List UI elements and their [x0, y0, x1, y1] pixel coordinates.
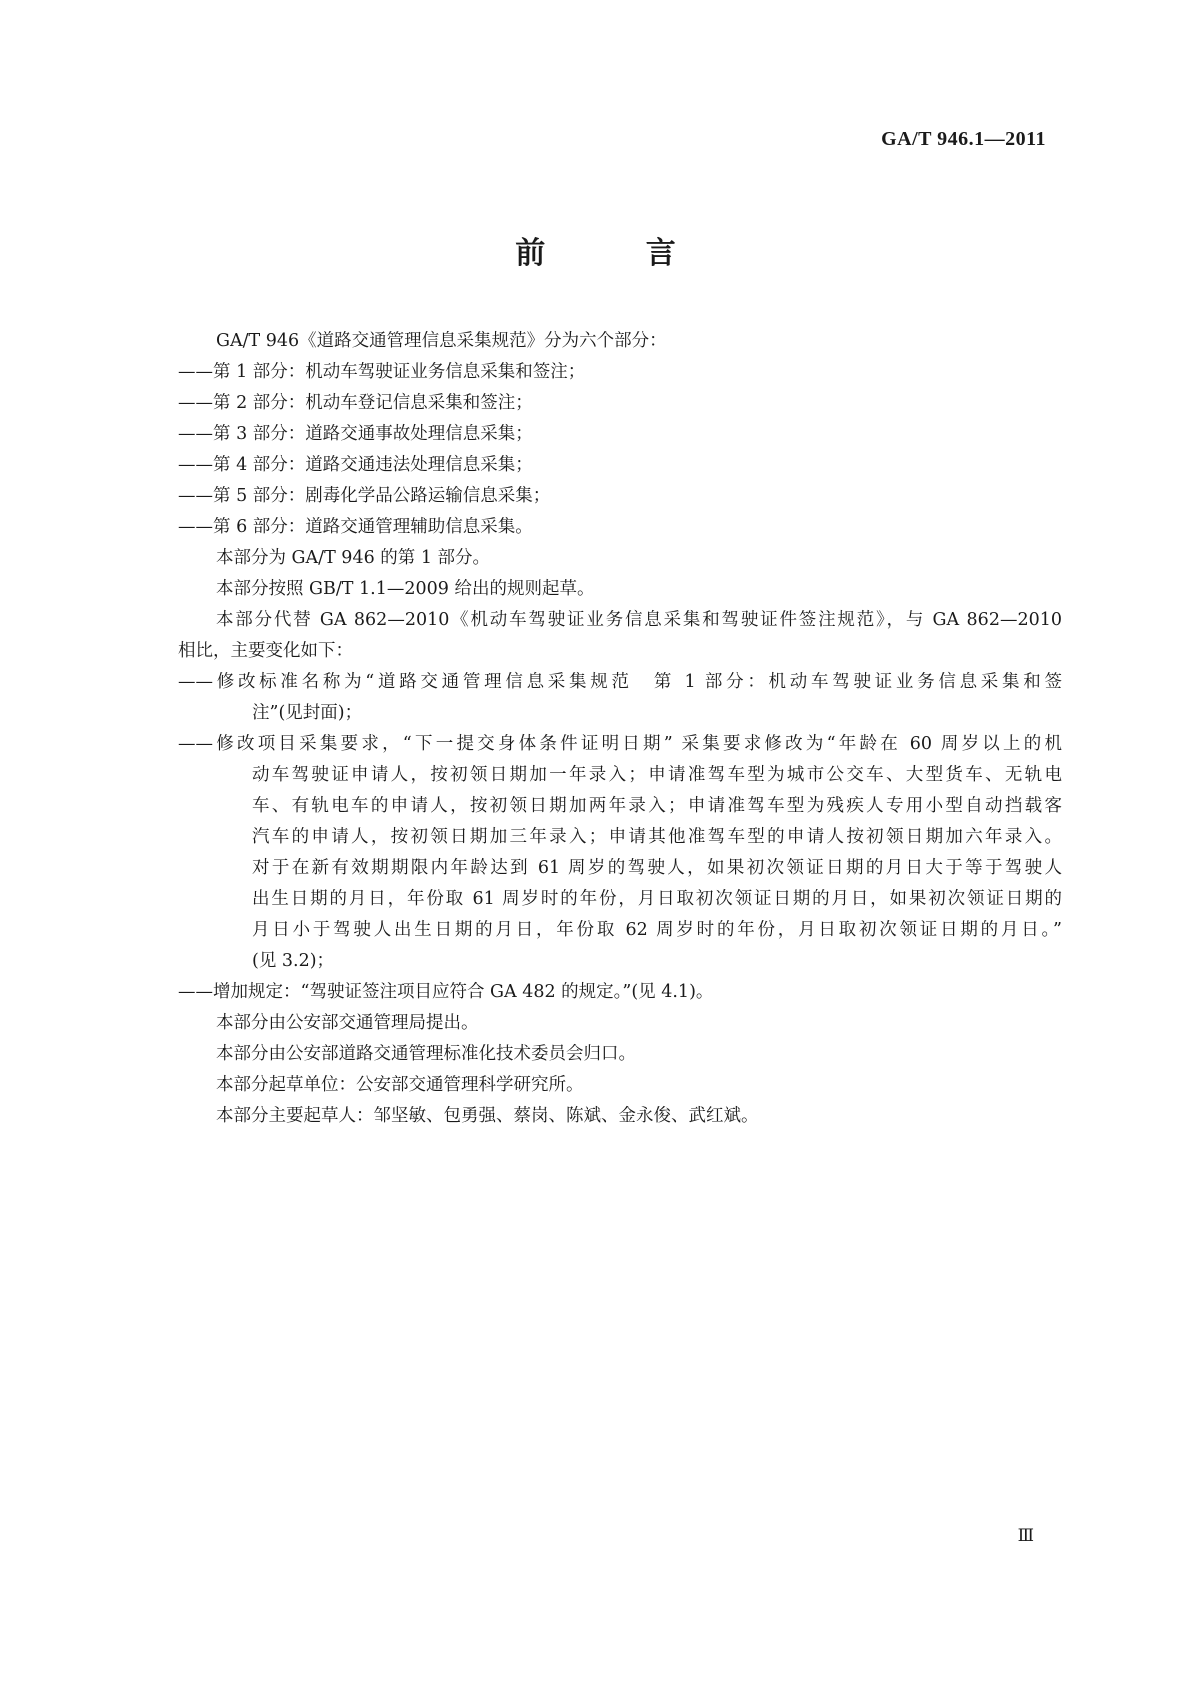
- list-item-part-1: ——第 1 部分：机动车驾驶证业务信息采集和签注；: [178, 362, 586, 382]
- change-item-added-rule: ——增加规定：“驾驶证签注项目应符合 GA 482 的规定。”(见 4.1)。: [178, 982, 714, 1002]
- paragraph-replaces-cont: 相比，主要变化如下：: [178, 641, 353, 661]
- change-item-name: ——修改标准名称为“道路交通管理信息采集规范 第 1 部分：机动车驾驶证业务信息采集和签: [178, 672, 1062, 692]
- change-item-requirements-cont: (见 3.2)；: [252, 951, 335, 971]
- paragraph-part-of: 本部分为 GA/T 946 的第 1 部分。: [216, 548, 491, 568]
- paragraph-drafters: 本部分主要起草人：邹坚敏、包勇强、蔡岗、陈斌、金永俊、武红斌。: [216, 1106, 759, 1126]
- list-item-part-5: ——第 5 部分：剧毒化学品公路运输信息采集；: [178, 486, 551, 506]
- change-item-name-cont: 注”(见封面)；: [252, 703, 363, 723]
- standard-code-header: GA/T 946.1—2011: [881, 128, 1046, 150]
- paragraph-under-jurisdiction: 本部分由公安部道路交通管理标准化技术委员会归口。: [216, 1044, 636, 1064]
- change-item-requirements-cont: 对于在新有效期期限内年龄达到 61 周岁的驾驶人，如果初次领证日期的月日大于等于驾驶人: [252, 858, 1062, 878]
- page-title: 前 言: [515, 236, 721, 271]
- change-item-requirements-cont: 月日小于驾驶人出生日期的月日，年份取 62 周岁时的年份，月日取初次领证日期的月日。”: [252, 920, 1062, 940]
- change-item-requirements: ——修改项目采集要求，“下一提交身体条件证明日期” 采集要求修改为“年龄在 60 周岁以上的机: [178, 734, 1062, 754]
- page-number: Ⅲ: [1017, 1526, 1034, 1545]
- paragraph-proposed-by: 本部分由公安部交通管理局提出。: [216, 1013, 479, 1033]
- list-item-part-6: ——第 6 部分：道路交通管理辅助信息采集。: [178, 517, 533, 537]
- foreword-body: [178, 326, 1062, 1132]
- change-item-requirements-cont: 动车驾驶证申请人，按初领日期加一年录入；申请准驾车型为城市公交车、大型货车、无轨电: [252, 765, 1062, 785]
- paragraph-replaces: 本部分代替 GA 862—2010《机动车驾驶证业务信息采集和驾驶证件签注规范》，与 GA 862—2010: [216, 610, 1062, 630]
- list-item-part-4: ——第 4 部分：道路交通违法处理信息采集；: [178, 455, 533, 475]
- change-item-requirements-cont: 出生日期的月日，年份取 61 周岁时的年份，月日取初次领证日期的月日，如果初次领证日期的: [252, 889, 1062, 909]
- list-item-part-3: ——第 3 部分：道路交通事故处理信息采集；: [178, 424, 533, 444]
- change-item-requirements-cont: 车、有轨电车的申请人，按初领日期加两年录入；申请准驾车型为残疾人专用小型自动挡载客: [252, 796, 1062, 816]
- paragraph-intro: GA/T 946《道路交通管理信息采集规范》分为六个部分：: [216, 331, 667, 351]
- paragraph-drafting-rules: 本部分按照 GB/T 1.1—2009 给出的规则起草。: [216, 579, 595, 599]
- change-item-requirements-cont: 汽车的申请人，按初领日期加三年录入；申请其他准驾车型的申请人按初领日期加六年录入。: [252, 827, 1062, 847]
- paragraph-drafting-unit: 本部分起草单位：公安部交通管理科学研究所。: [216, 1075, 584, 1095]
- list-item-part-2: ——第 2 部分：机动车登记信息采集和签注；: [178, 393, 533, 413]
